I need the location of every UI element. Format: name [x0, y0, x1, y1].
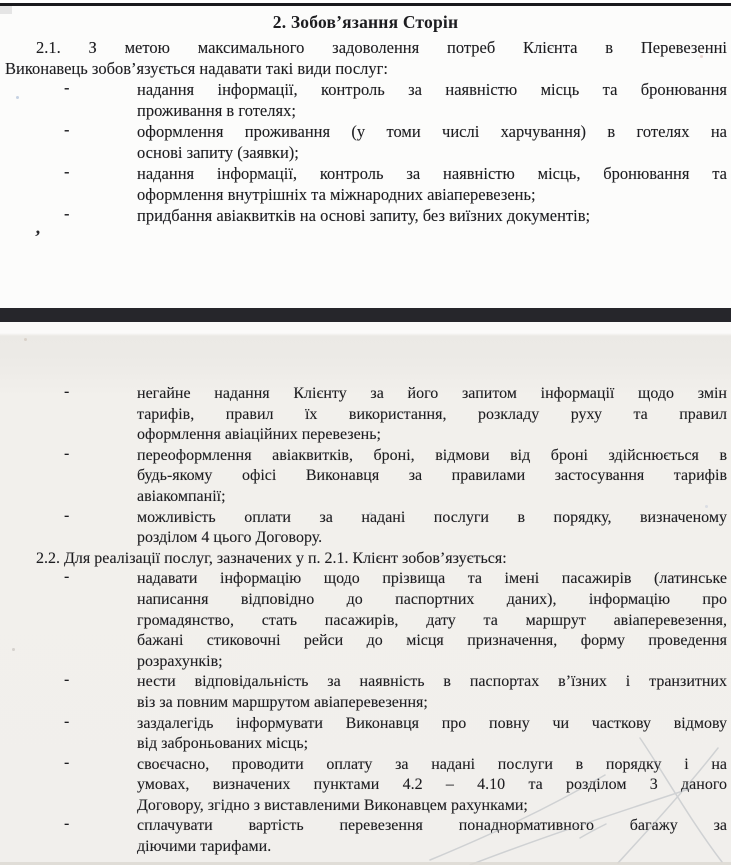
scan-speck	[12, 648, 15, 651]
text-line: будь-якому офісі Виконавця за правилами застосування тарифів	[137, 467, 727, 485]
text-line: надавати інформацію щодо прізвища та імені пасажирів (латинське	[137, 570, 727, 588]
text-line: можливість оплати за надані послуги в порядку, визначеному	[137, 508, 727, 526]
paragraph	[5, 549, 727, 570]
bullet-dash: -	[64, 568, 70, 586]
list-item	[64, 162, 727, 205]
scan-speck	[369, 512, 372, 515]
list-item	[64, 204, 727, 226]
paragraph	[5, 37, 727, 79]
bullet-dash: -	[64, 671, 70, 689]
text-line: надання інформації, контроль за наявністю місць та бронювання	[137, 80, 727, 99]
text-line: написання відповідно до паспортних даних), інформацію про	[137, 590, 727, 608]
text-line: нести відповідальність за наявність в паспортах в’їзних і транзитних	[137, 673, 727, 691]
text-line: проживання в готелях;	[137, 101, 296, 120]
list-item	[64, 444, 727, 508]
text-line: оформлення внутрішніх та міжнародних авіаперевезень;	[137, 185, 536, 204]
scan-edge-top	[0, 3, 731, 6]
bullet-dash: -	[64, 383, 70, 400]
text-line: заздалегідь інформувати Виконавця про повну чи часткову відмову	[137, 714, 727, 732]
list-item	[64, 712, 727, 755]
text-line: Виконавець зобов’язується надавати такі види послуг:	[5, 59, 388, 78]
scan-corner-artifact	[0, 6, 12, 14]
bullet-dash: -	[64, 506, 70, 524]
list-item	[64, 506, 727, 549]
bullet-dash: -	[64, 444, 70, 462]
text-line: умовах, визначених пунктами 4.2 – 4.10 та розділом 3 даного	[137, 776, 727, 794]
text-line: 2.2. Для реалізації послуг, зазначених у п. 2.1. Клієнт зобов’язується:	[36, 549, 507, 567]
text-line: оформлення авіаційних перевезень;	[137, 426, 381, 444]
scan-speck	[705, 505, 708, 508]
page-break-band	[0, 308, 731, 322]
text-line: оформлення проживання (у томи числі харчування) в готелях на	[137, 122, 727, 141]
bullet-dash: -	[64, 204, 70, 223]
text-line: придбання авіаквитків на основі запиту, без виїзних документів;	[137, 206, 591, 225]
section-title: 2. Зобов’язання Сторін	[272, 12, 459, 32]
text-line: сплачувати вартість перевезення понаднормативного багажу за	[137, 817, 727, 835]
scan-speck	[16, 96, 19, 99]
list-item	[64, 568, 727, 672]
text-line: розрахунків;	[137, 652, 223, 670]
text-line: переоформлення авіаквитків, броні, відмови від броні здійснюється в	[137, 446, 727, 464]
text-line: Договору, згідно з виставленими Виконавцем рахунками;	[137, 796, 528, 814]
text-line: діючими тарифами.	[137, 838, 272, 856]
list-item	[64, 671, 727, 713]
scan-speck	[700, 55, 703, 58]
bullet-dash: -	[64, 712, 70, 730]
list-item	[64, 815, 727, 857]
text-line: негайне надання Клієнту за його запитом інформації щодо змін	[137, 385, 727, 402]
list-item	[64, 120, 727, 163]
bullet-dash: -	[64, 753, 70, 771]
text-line: бажані стиковочні рейси до місця призначення, форму проведення	[137, 632, 727, 650]
text-line: віз за повним маршрутом авіаперевезення;	[137, 693, 428, 711]
bullet-dash: -	[64, 815, 70, 833]
bullet-dash: -	[64, 120, 70, 139]
text-line: надання інформації, контроль за наявністю місць, бронювання та	[137, 164, 727, 183]
page1-text-blocks	[0, 37, 731, 226]
scan-speck	[24, 338, 27, 341]
list-item	[64, 753, 727, 817]
text-line: від заброньованих місць;	[137, 735, 309, 753]
stray-pen-mark: ʼ	[31, 226, 41, 249]
scanned-contract-document	[0, 3, 731, 868]
contract-page-1	[0, 3, 731, 308]
page2-text-blocks	[0, 384, 731, 858]
list-item	[64, 383, 727, 446]
text-line: авіакомпанії;	[137, 487, 226, 505]
text-line: тарифів, правил їх використання, розкладу руху та правил	[137, 405, 727, 423]
text-line: громадянство, стать пасажирів, дату та маршрут авіаперевезення,	[137, 611, 727, 629]
text-line: розділом 4 цього Договору.	[137, 529, 323, 547]
bullet-dash: -	[64, 78, 70, 97]
bullet-dash: -	[64, 162, 70, 181]
text-line: 2.1. З метою максимального задоволення потреб Клієнта в Перевезенні	[36, 38, 727, 57]
text-line: основі запиту (заявки);	[137, 143, 299, 162]
list-item	[64, 78, 727, 121]
text-line: своєчасно, проводити оплату за надані послуги в порядку і на	[137, 755, 727, 773]
contract-page-2	[0, 322, 731, 865]
